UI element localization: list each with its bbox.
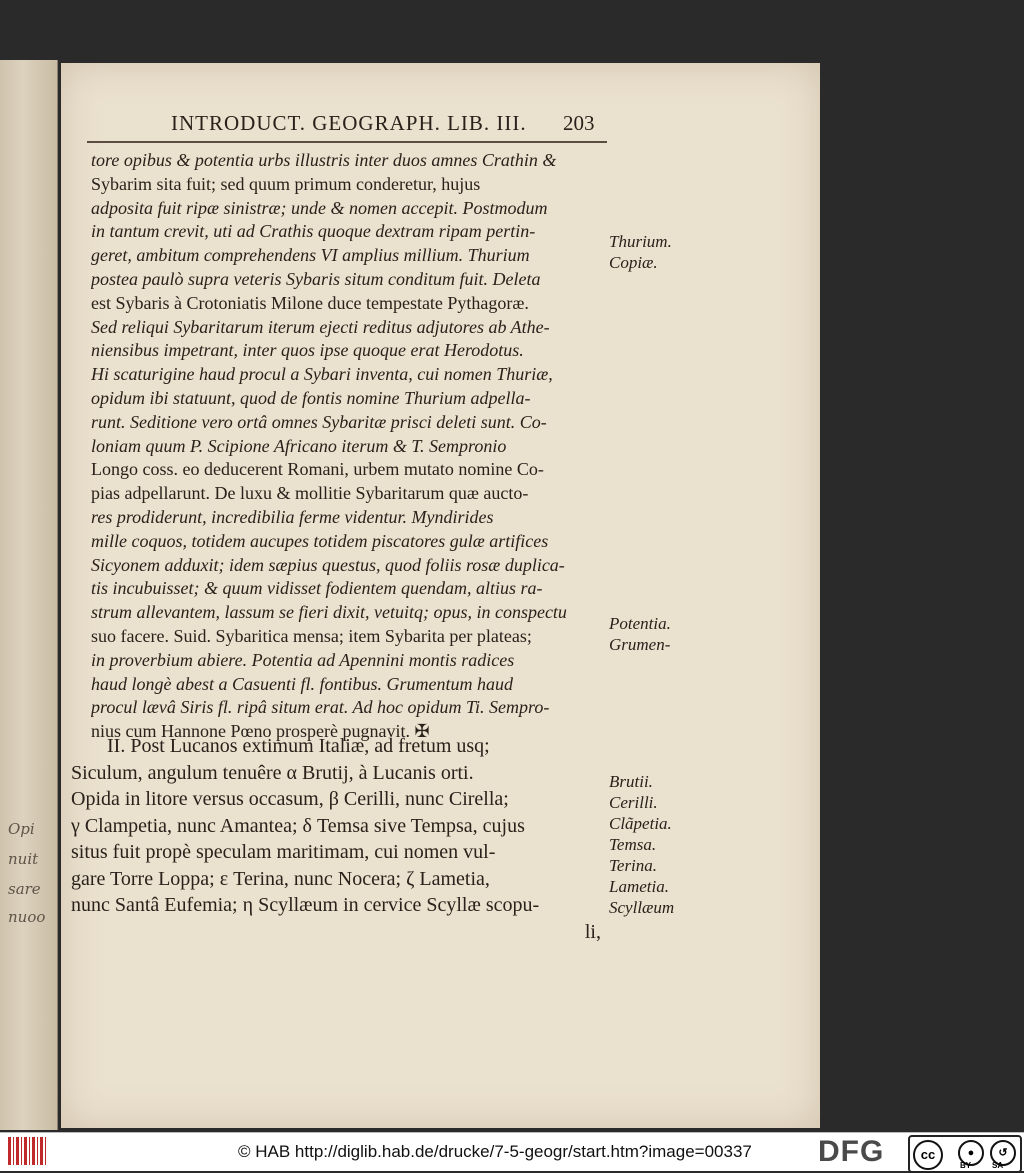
adjacent-page-fragment: nuit	[8, 850, 39, 868]
margin-note: Grumen-	[609, 635, 671, 654]
running-head: INTRODUCT. GEOGRAPH. LIB. III.	[171, 111, 527, 135]
text-line: suo facere. Suid. Sybaritica mensa; item Sybarita per plateas;	[91, 625, 532, 646]
text-line: Sybarim sita fuit; sed quum primum conderetur, hujus	[91, 173, 481, 194]
text-line: Sed reliqui Sybaritarum iterum ejecti reditus adjutores ab Athe-	[91, 316, 550, 337]
text-line: pias adpellarunt. De luxu & mollitie Sybaritarum quæ aucto-	[91, 483, 529, 504]
text-line: situs fuit propè speculam maritimam, cui nomen vul-	[71, 841, 496, 863]
section-ii-paragraph	[71, 733, 601, 945]
text-line: adposita fuit ripæ sinistræ; unde & nomen accepit. Postmodum	[91, 197, 548, 218]
text-line: runt. Seditione vero ortâ omnes Sybaritæ prisci deleti sunt. Co-	[91, 411, 547, 432]
margin-notes-brutii	[609, 771, 674, 918]
adjacent-page-fragment: sare	[8, 880, 41, 898]
header-rule	[87, 141, 607, 143]
by-label: BY	[960, 1161, 972, 1170]
margin-note: Scyllæum	[609, 898, 675, 917]
margin-note: Clãpetia.	[609, 814, 672, 833]
margin-notes-thurium	[609, 231, 672, 273]
text-line: geret, ambitum comprehendens VI amplius millium. Thurium	[91, 245, 530, 266]
text-line: tore opibus & potentia urbs illustris inter duos amnes Crathin &	[91, 150, 557, 170]
barcode-icon	[8, 1137, 48, 1165]
cc-icon: cc	[913, 1140, 943, 1170]
text-line: Sicyonem adduxit; idem sæpius questus, quod foliis rosæ duplica-	[91, 554, 565, 575]
text-line: loniam quum P. Scipione Africano iterum & T. Sempronio	[91, 435, 507, 456]
margin-note: Terina.	[609, 856, 658, 875]
text-line: in tantum crevit, uti ad Crathis quoque dextram ripam pertin-	[91, 221, 536, 242]
text-line: Siculum, angulum tenuêre α Brutij, à Lucanis orti.	[71, 761, 474, 784]
text-line: Hi scaturigine haud procul a Sybari inventa, cui nomen Thuriæ,	[91, 364, 553, 385]
margin-note: Brutii.	[609, 772, 653, 791]
text-line: nius cum Hannone Pœno prosperè pugnavit. ✠	[91, 721, 430, 742]
text-line: est Sybaris à Crotoniatis Milone duce tempestate Pythagoræ.	[91, 292, 529, 313]
adjacent-page-edge	[0, 60, 58, 1130]
text-line: mille coquos, totidem aucupes totidem piscatores gulæ artifices	[91, 530, 549, 551]
text-line: γ Clampetia, nunc Amantea; δ Temsa sive Tempsa, cujus	[71, 814, 525, 837]
margin-note: Lametia.	[609, 877, 669, 896]
text-line: II. Post Lucanos extimum Italiæ, ad fretum usq;	[107, 735, 490, 757]
text-line: postea paulò supra veteris Sybaris situm conditum fuit. Deleta	[91, 268, 541, 289]
margin-note: Potentia.	[609, 614, 671, 633]
adjacent-page-fragment: Opi	[8, 820, 35, 838]
license-badge[interactable]	[908, 1135, 1022, 1173]
text-line: gare Torre Loppa; ε Terina, nunc Nocera; ζ Lametia,	[71, 867, 490, 890]
margin-note: Copiæ.	[609, 253, 658, 272]
margin-note: Cerilli.	[609, 793, 658, 812]
by-attribution-icon: ●	[958, 1140, 984, 1166]
body-paragraph	[91, 149, 601, 744]
text-line: procul lævâ Siris fl. ripâ situm erat. Ad hoc opidum Ti. Sempro-	[91, 697, 550, 718]
margin-notes-potentia	[609, 613, 671, 655]
text-line: Opida in litore versus occasum, β Cerilli, nunc Cirella;	[71, 788, 509, 810]
text-line: Longo coss. eo deducerent Romani, urbem mutato nomine Co-	[91, 459, 544, 480]
text-line: niensibus impetrant, inter quos ipse quoque erat Herodotus.	[91, 340, 524, 361]
viewer-footer	[0, 1132, 1024, 1171]
text-line: tis incubuisset; & quum vidisset fodientem quendam, altius ra-	[91, 578, 543, 599]
adjacent-page-fragment: nuoo	[8, 908, 46, 926]
text-line: nunc Santâ Eufemia; η Scyllæum in cervice Scyllæ scopu-	[71, 894, 540, 916]
text-line: in proverbium abiere. Potentia ad Apennini montis radices	[91, 649, 515, 670]
dfg-logo: DFG	[818, 1135, 885, 1168]
margin-note: Temsa.	[609, 835, 657, 854]
source-link[interactable]: © HAB http://diglib.hab.de/drucke/7-5-geogr/start.htm?image=00337	[238, 1142, 752, 1161]
text-line: res prodiderunt, incredibilia ferme videntur. Myndirides	[91, 506, 494, 527]
page-number: 203	[563, 111, 595, 135]
text-line: li,	[584, 920, 601, 943]
sharealike-icon: ↺	[990, 1140, 1016, 1166]
text-line: haud longè abest a Casuenti fl. fontibus. Grumentum haud	[91, 673, 513, 694]
margin-note: Thurium.	[609, 232, 672, 251]
sa-label: SA	[992, 1161, 1004, 1170]
book-page	[61, 63, 820, 1128]
text-line: opidum ibi statuunt, quod de fontis nomine Thurium adpella-	[91, 387, 531, 408]
text-line: strum allevantem, lassum se fieri dixit, vetuitq; opus, in conspectu	[91, 602, 567, 623]
